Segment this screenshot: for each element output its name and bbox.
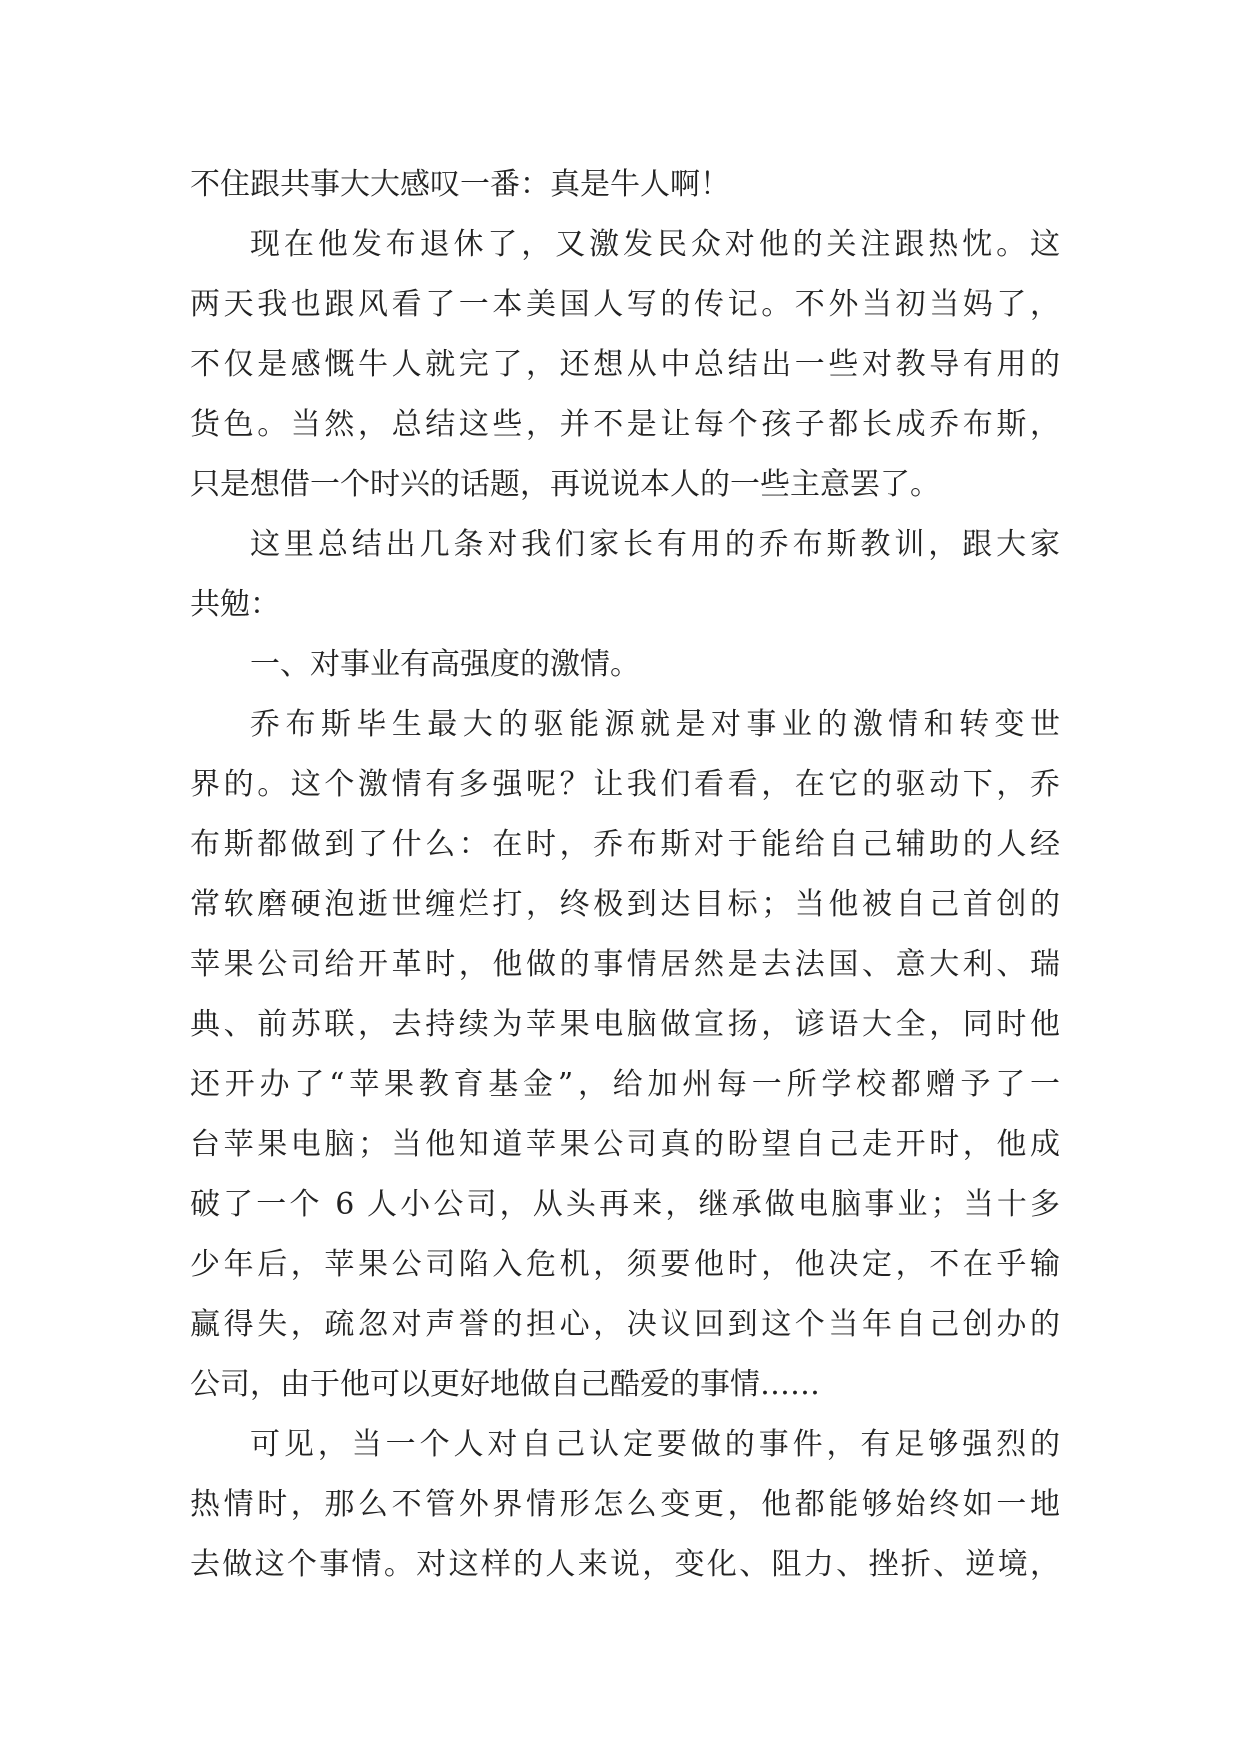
text-line: 不仅是感慨牛人就完了，还想从中总结出一些对教导有用的	[190, 347, 1060, 382]
text-line: 只是想借一个时兴的话题，再说说本人的一些主意罢了。	[190, 467, 940, 502]
text-line: 公司，由于他可以更好地做自己酷爱的事情……	[190, 1367, 820, 1402]
text-line: 热情时，那么不管外界情形怎么变更，他都能够始终如一地	[190, 1487, 1060, 1522]
text-line: 赢得失，疏忽对声誉的担心，决议回到这个当年自己创办的	[190, 1307, 1060, 1342]
paragraph-first-line: 可见，当一个人对自己认定要做的事件，有足够强烈的	[250, 1427, 1060, 1462]
text-line: 共勉：	[190, 587, 280, 622]
paragraph-first-line: 现在他发布退休了，又激发民众对他的关注跟热忱。这	[250, 227, 1060, 262]
text-line: 台苹果电脑；当他知道苹果公司真的盼望自己走开时，他成	[190, 1127, 1060, 1162]
text-line: 典、前苏联，去持续为苹果电脑做宣扬，谚语大全，同时他	[190, 1007, 1060, 1042]
text-line: 破了一个 6 人小公司，从头再来，继承做电脑事业；当十多	[190, 1187, 1060, 1222]
text-line: 常软磨硬泡逝世缠烂打，终极到达目标；当他被自己首创的	[190, 887, 1060, 922]
text-line: 去做这个事情。对这样的人来说，变化、阻力、挫折、逆境，	[190, 1547, 1060, 1582]
text-line: 苹果公司给开革时，他做的事情居然是去法国、意大利、瑞	[190, 947, 1060, 982]
document-body	[190, 155, 1060, 1595]
text-line: 布斯都做到了什么：在时，乔布斯对于能给自己辅助的人经	[190, 827, 1060, 862]
text-line: 还开办了“苹果教育基金”，给加州每一所学校都赠予了一	[190, 1067, 1060, 1102]
text-line: 货色。当然，总结这些，并不是让每个孩子都长成乔布斯，	[190, 407, 1060, 442]
paragraph-first-line: 这里总结出几条对我们家长有用的乔布斯教训，跟大家	[250, 527, 1060, 562]
text-line: 界的。这个激情有多强呢？让我们看看，在它的驱动下，乔	[190, 767, 1060, 802]
text-line: 两天我也跟风看了一本美国人写的传记。不外当初当妈了，	[190, 287, 1060, 322]
paragraph-first-line: 乔布斯毕生最大的驱能源就是对事业的激情和转变世	[250, 707, 1060, 742]
section-heading: 一、对事业有高强度的激情。	[250, 647, 640, 682]
text-line: 不住跟共事大大感叹一番：真是牛人啊！	[190, 167, 730, 202]
text-line: 少年后，苹果公司陷入危机，须要他时，他决定，不在乎输	[190, 1247, 1060, 1282]
